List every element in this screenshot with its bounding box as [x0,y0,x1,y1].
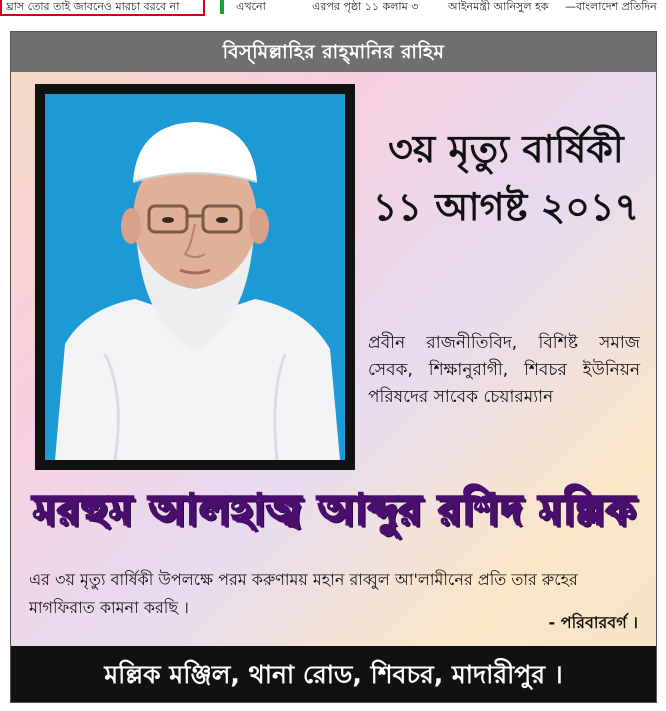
headline-fragment-4: —বাংলাদেশ প্রতিদিন [565,0,657,13]
biography-text: প্রবীন রাজনীতিবিদ, বিশিষ্ট সমাজ সেবক, শিক্ষানুরাগী, শিবচর ইউনিয়ন পরিষদের সাবেক চেয়ারম্যান [368,333,640,407]
column-divider [220,0,224,14]
headline-fragment-3: আইনমন্ত্রী আনিসুল হক [448,0,549,13]
memorial-advertisement [10,31,657,703]
family-signature: - পরিবারবর্গ । [548,613,638,632]
newspaper-top-strip [0,0,666,24]
prayer-text: এর ৩য় মৃত্যু বার্ষিকী উপলক্ষে পরম করুণাময় মহান রাব্বুল আ'লামীনের প্রতি তার রুহের মাগফিরাত কামনা করছি । [29,570,578,617]
address-footer: মল্লিক মঞ্জিল, থানা রোড, শিবচর, মাদারীপুর । [11,646,656,703]
portrait-photo [45,94,345,460]
headline-fragment-2: এরপর পৃষ্ঠা ১১ কলাম ৩ [312,0,419,13]
clipped-headline: ঘ্রাস তোর তাই জাবনেও মারচা বরবে না [0,0,205,16]
bismillah-header: বিস্‌মিল্লাহির রাহ্‌মানির রাহিম [11,32,656,72]
anniversary-line: ৩য় মৃত্যু বার্ষিকী [388,127,624,171]
portrait-illustration [45,94,345,460]
deceased-name: মরহুম আলহাজ্ব আব্দুর রশিদ মল্লিক [32,485,637,534]
anniversary-date: ১১ আগষ্ট ২০১৭ [372,185,640,229]
anniversary-title [361,120,651,236]
headline-fragment-1: এখনো [236,0,266,13]
portrait-frame [35,84,355,470]
